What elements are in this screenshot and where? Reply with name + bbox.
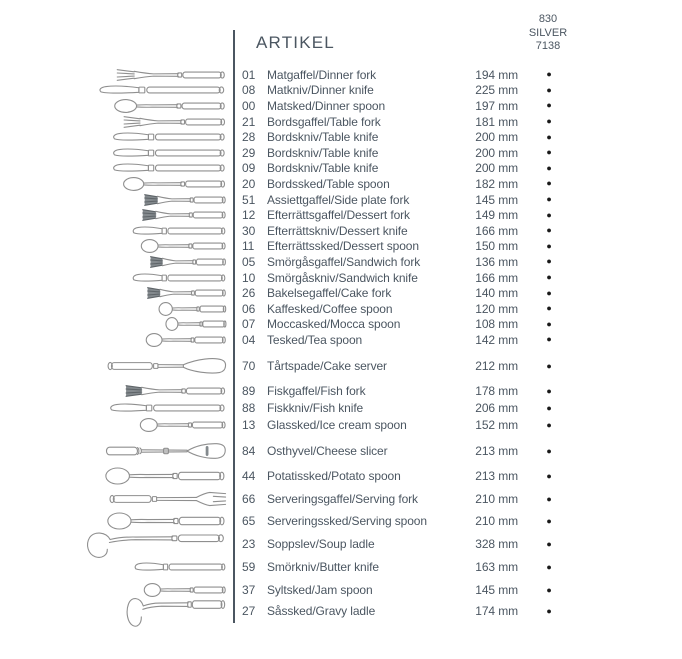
article-group-soup-ladle <box>0 536 682 553</box>
article-name: Bordskniv/Table knife <box>267 161 379 176</box>
article-name: Matkniv/Dinner knife <box>267 83 374 98</box>
table-row <box>0 332 682 348</box>
article-number: 89 <box>242 384 256 399</box>
article-length: 197 mm <box>475 98 518 113</box>
availability-dot: ● <box>546 162 552 173</box>
availability-dot: ● <box>546 225 552 236</box>
table-row <box>0 129 682 145</box>
article-length: 152 mm <box>475 418 518 433</box>
article-length: 206 mm <box>475 401 518 416</box>
article-number: 10 <box>242 270 256 285</box>
article-length: 142 mm <box>475 332 518 347</box>
article-length: 200 mm <box>475 130 518 145</box>
cake-server-illustration <box>104 356 228 376</box>
article-length: 213 mm <box>475 444 518 459</box>
table-row <box>0 114 682 130</box>
availability-dot: ● <box>546 69 552 80</box>
article-group-cake-server <box>0 358 682 375</box>
page-title: ARTIKEL <box>256 33 335 52</box>
table-row <box>0 400 682 417</box>
article-number: 28 <box>242 130 256 145</box>
article-number: 23 <box>242 537 256 552</box>
table-row <box>0 67 682 83</box>
pattern-column-header <box>508 13 588 54</box>
dinner-fork-illustration <box>115 67 228 83</box>
table-row <box>0 443 682 460</box>
article-name: Fiskgaffel/Fish fork <box>267 384 366 399</box>
gravy-ladle-illustration <box>126 594 228 628</box>
article-group-potato-spoon <box>0 468 682 485</box>
article-length: 136 mm <box>475 254 518 269</box>
availability-dot: ● <box>546 385 552 396</box>
article-name: Bordssked/Table spoon <box>267 176 390 191</box>
dinner-spoon-illustration <box>113 98 228 114</box>
article-number: 66 <box>242 492 256 507</box>
article-name: Osthyvel/Cheese slicer <box>267 444 388 459</box>
availability-dot: ● <box>546 194 552 205</box>
article-name: Matgaffel/Dinner fork <box>267 67 377 82</box>
article-number: 30 <box>242 223 256 238</box>
dessert-knife-illustration <box>131 223 228 239</box>
article-length: 150 mm <box>475 239 518 254</box>
sandwich-knife-illustration <box>131 270 228 286</box>
table-row <box>0 582 682 599</box>
article-number: 07 <box>242 317 256 332</box>
pattern-number: 830 <box>538 13 558 25</box>
article-length: 120 mm <box>475 301 518 316</box>
article-number: 51 <box>242 192 256 207</box>
article-name: Syltsked/Jam spoon <box>267 583 373 598</box>
table-row <box>0 223 682 239</box>
article-name: Assiettgaffel/Side plate fork <box>267 192 410 207</box>
article-name: Potatissked/Potato spoon <box>267 469 401 484</box>
article-name: Soppslev/Soup ladle <box>267 537 375 552</box>
table-knife-illustration <box>111 160 228 176</box>
sandwich-fork-illustration <box>149 254 228 270</box>
article-name: Serveringssked/Serving spoon <box>267 514 427 529</box>
article-length: 163 mm <box>475 560 518 575</box>
dessert-fork-illustration <box>141 207 228 223</box>
availability-dot: ● <box>546 360 552 371</box>
availability-dot: ● <box>546 256 552 267</box>
article-length: 149 mm <box>475 208 518 223</box>
table-knife-illustration <box>111 129 228 145</box>
table-row <box>0 513 682 530</box>
article-name: Matsked/Dinner spoon <box>267 98 386 113</box>
soup-ladle-illustration <box>86 529 228 559</box>
article-length: 213 mm <box>475 469 518 484</box>
article-length: 145 mm <box>475 583 518 598</box>
table-row <box>0 83 682 99</box>
table-spoon-illustration <box>122 176 228 192</box>
article-name: Bordskniv/Table knife <box>267 130 379 145</box>
article-length: 194 mm <box>475 67 518 82</box>
article-length: 140 mm <box>475 286 518 301</box>
article-group-gravy-ladle <box>0 603 682 620</box>
article-table <box>0 67 682 620</box>
article-group-cheese-slicer <box>0 443 682 460</box>
availability-dot: ● <box>546 493 552 504</box>
article-length: 225 mm <box>475 83 518 98</box>
availability-dot: ● <box>546 605 552 616</box>
article-number: 08 <box>242 83 256 98</box>
table-row <box>0 417 682 434</box>
table-row <box>0 285 682 301</box>
availability-dot: ● <box>546 116 552 127</box>
availability-dot: ● <box>546 100 552 111</box>
table-knife-illustration <box>111 145 228 161</box>
article-name: Efterrättsgaffel/Dessert fork <box>267 208 410 223</box>
article-length: 108 mm <box>475 317 518 332</box>
article-name: Efterrättssked/Dessert spoon <box>267 239 419 254</box>
article-length: 210 mm <box>475 514 518 529</box>
article-length: 166 mm <box>475 223 518 238</box>
mocca-spoon-illustration <box>165 316 228 332</box>
availability-dot: ● <box>546 402 552 413</box>
table-row <box>0 176 682 192</box>
availability-dot: ● <box>546 147 552 158</box>
table-row <box>0 603 682 620</box>
coffee-spoon-illustration <box>158 301 228 317</box>
butter-knife-illustration <box>133 559 228 575</box>
availability-dot: ● <box>546 318 552 329</box>
availability-dot: ● <box>546 303 552 314</box>
availability-dot: ● <box>546 419 552 430</box>
availability-dot: ● <box>546 334 552 345</box>
cheese-slicer-illustration <box>104 441 228 461</box>
table-row <box>0 207 682 223</box>
article-length: 200 mm <box>475 161 518 176</box>
fish-knife-illustration <box>108 400 228 416</box>
article-length: 182 mm <box>475 176 518 191</box>
table-row <box>0 358 682 375</box>
article-number: 20 <box>242 176 256 191</box>
article-number: 44 <box>242 469 256 484</box>
article-name: Tesked/Tea spoon <box>267 332 363 347</box>
article-length: 145 mm <box>475 192 518 207</box>
table-row <box>0 98 682 114</box>
article-number: 26 <box>242 286 256 301</box>
tea-spoon-illustration <box>145 332 228 348</box>
article-name: Smörkniv/Butter knife <box>267 560 379 575</box>
article-name: Såssked/Gravy ladle <box>267 604 376 619</box>
article-group-place-setting <box>0 67 682 348</box>
table-row <box>0 145 682 161</box>
article-number: 84 <box>242 444 256 459</box>
availability-dot: ● <box>546 445 552 456</box>
article-group-serving-spoon <box>0 513 682 530</box>
article-length: 210 mm <box>475 492 518 507</box>
article-number: 59 <box>242 560 256 575</box>
table-row <box>0 468 682 485</box>
table-row <box>0 192 682 208</box>
article-number: 00 <box>242 98 256 113</box>
table-row <box>0 317 682 333</box>
article-name: Serveringsgaffel/Serving fork <box>267 492 418 507</box>
article-number: 88 <box>242 401 256 416</box>
article-group-butter-knife <box>0 559 682 576</box>
pattern-code: 7138 <box>535 40 561 52</box>
availability-dot: ● <box>546 84 552 95</box>
article-length: 200 mm <box>475 145 518 160</box>
table-row <box>0 254 682 270</box>
article-name: Efterrättskniv/Dessert knife <box>267 223 408 238</box>
availability-dot: ● <box>546 240 552 251</box>
article-number: 12 <box>242 208 256 223</box>
availability-dot: ● <box>546 178 552 189</box>
serving-fork-illustration <box>106 489 228 509</box>
article-length: 212 mm <box>475 359 518 374</box>
availability-dot: ● <box>546 470 552 481</box>
article-number: 21 <box>242 114 256 129</box>
availability-dot: ● <box>546 561 552 572</box>
availability-dot: ● <box>546 209 552 220</box>
article-length: 174 mm <box>475 604 518 619</box>
article-group-fish <box>0 383 682 434</box>
article-name: Moccasked/Mocca spoon <box>267 317 401 332</box>
table-row <box>0 383 682 400</box>
dessert-spoon-illustration <box>140 238 228 254</box>
article-number: 65 <box>242 514 256 529</box>
availability-dot: ● <box>546 584 552 595</box>
cake-fork-illustration <box>146 285 228 301</box>
table-row <box>0 239 682 255</box>
article-number: 04 <box>242 332 256 347</box>
article-name: Kaffesked/Coffee spoon <box>267 301 393 316</box>
article-number: 05 <box>242 254 256 269</box>
ice-cream-spoon-illustration <box>139 417 228 433</box>
availability-dot: ● <box>546 515 552 526</box>
side-plate-fork-illustration <box>143 192 228 208</box>
article-length: 181 mm <box>475 114 518 129</box>
table-row <box>0 161 682 177</box>
table-fork-illustration <box>122 114 228 130</box>
article-number: 13 <box>242 418 256 433</box>
article-number: 06 <box>242 301 256 316</box>
potato-spoon-illustration <box>104 466 228 486</box>
article-length: 178 mm <box>475 384 518 399</box>
article-number: 27 <box>242 604 256 619</box>
availability-dot: ● <box>546 272 552 283</box>
article-name: Smörgåskniv/Sandwich knife <box>267 270 418 285</box>
availability-dot: ● <box>546 131 552 142</box>
dinner-knife-illustration <box>97 82 228 98</box>
fish-fork-illustration <box>124 383 228 399</box>
table-row <box>0 301 682 317</box>
availability-dot: ● <box>546 287 552 298</box>
article-number: 29 <box>242 145 256 160</box>
article-name: Smörgåsgaffel/Sandwich fork <box>267 254 421 269</box>
article-number: 11 <box>242 239 255 254</box>
article-number: 37 <box>242 583 256 598</box>
serving-spoon-illustration <box>106 511 228 531</box>
article-name: Tårtspade/Cake server <box>267 359 387 374</box>
article-length: 166 mm <box>475 270 518 285</box>
article-name: Glassked/Ice cream spoon <box>267 418 407 433</box>
article-name: Bakelsegaffel/Cake fork <box>267 286 392 301</box>
article-group-serving-fork <box>0 491 682 508</box>
article-group-jam-spoon <box>0 582 682 599</box>
article-name: Bordskniv/Table knife <box>267 145 379 160</box>
table-row <box>0 559 682 576</box>
table-row <box>0 491 682 508</box>
table-row <box>0 270 682 286</box>
article-name: Bordsgaffel/Table fork <box>267 114 381 129</box>
article-number: 70 <box>242 359 256 374</box>
article-length: 328 mm <box>475 537 518 552</box>
table-row <box>0 536 682 553</box>
availability-dot: ● <box>546 538 552 549</box>
article-name: Fiskkniv/Fish knife <box>267 401 364 416</box>
article-number: 09 <box>242 161 256 176</box>
pattern-name: SILVER <box>528 26 568 39</box>
article-number: 01 <box>242 67 256 82</box>
